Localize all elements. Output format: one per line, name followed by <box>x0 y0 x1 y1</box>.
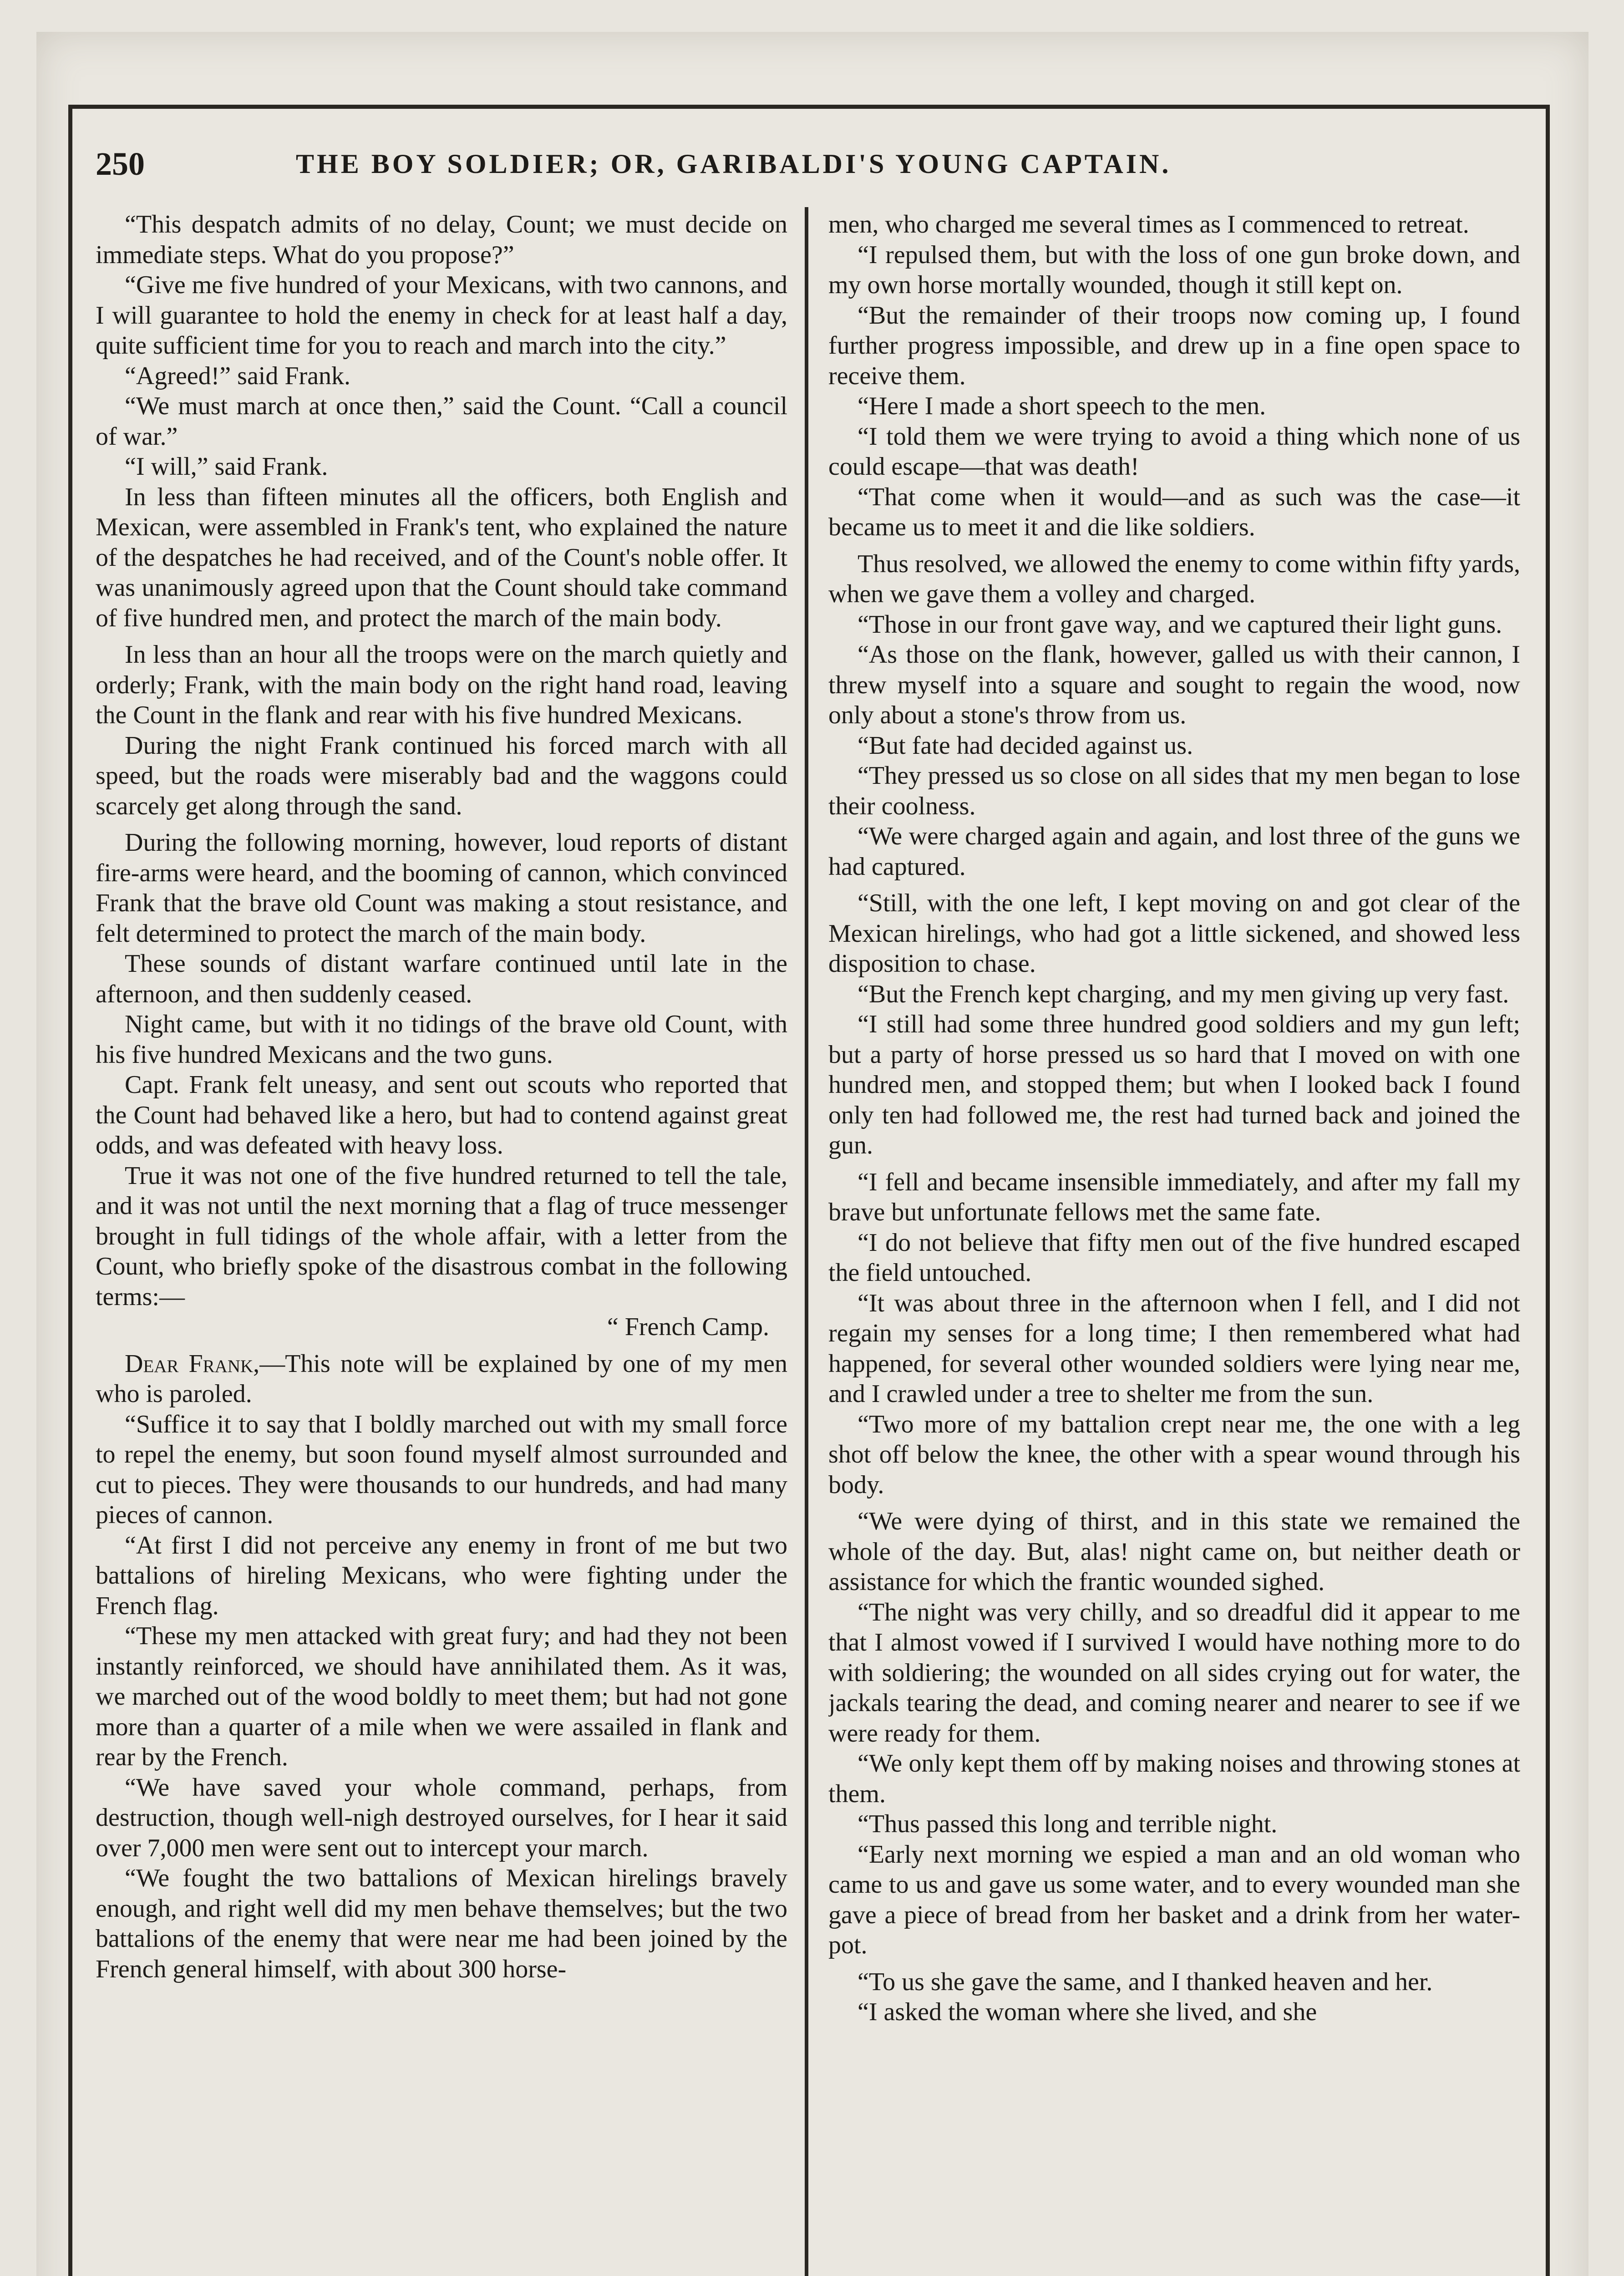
paragraph: In less than an hour all the troops were on the march quietly and orderly; Frank, with the main body on the right hand road, leaving the Count in the flank and rear with his five hundred Mexicans. <box>96 640 787 729</box>
paragraph: “Early next morning we espied a man and an old woman who came to us and gave us some water, and to every wounded man she gave a piece of bread from her basket and a drink from her water-pot. <box>828 1840 1520 1959</box>
paragraph: men, who charged me several times as I commenced to retreat. <box>828 210 1469 239</box>
paragraph: “These my men attacked with great fury; and had they not been instantly reinforced, we should have annihilated them. As it was, we marched out of the wood boldly to meet them; but had not gone more than a quarter of a mile when we were assailed in flank and rear by the French. <box>96 1622 787 1771</box>
paragraph: Capt. Frank felt uneasy, and sent out scouts who reported that the Count had behaved like a hero, but had to contend against great odds, and was defeated with heavy loss. <box>96 1071 787 1159</box>
paragraph: During the night Frank continued his forced march with all speed, but the roads were miserably bad and the waggons could scarcely get along through the sand. <box>96 731 787 820</box>
letter-opening <box>96 1349 787 1409</box>
paragraph: “We were dying of thirst, and in this state we remained the whole of the day. But, alas! night came on, but neither death or assistance for which the frantic wounded sighed. <box>828 1507 1520 1596</box>
paragraph: “Agreed!” said Frank. <box>125 361 351 390</box>
paragraph: Thus resolved, we allowed the enemy to come within fifty yards, when we gave them a volley and charged. <box>828 549 1520 608</box>
paragraph: “I asked the woman where she lived, and she <box>858 1998 1317 2026</box>
paragraph: “Thus passed this long and terrible night. <box>858 1810 1278 1838</box>
paragraph: In less than fifteen minutes all the officers, both English and Mexican, were assembled in Frank's tent, who explained the nature of the despatches he had received, and of the Count's noble offer. It was unanimously agreed upon that the Count should take command of five hundred men, and protect the march of the main body. <box>96 483 787 632</box>
paragraph: “This despatch admits of no delay, Count; we must decide on immediate steps. What do you propose?” <box>96 210 787 269</box>
paragraph: “But fate had decided against us. <box>858 731 1193 760</box>
paragraph: “At first I did not perceive any enemy in front of me but two battalions of hireling Mexicans, who were fighting under the French flag. <box>96 1531 787 1620</box>
paragraph: “Two more of my battalion crept near me, the one with a leg shot off below the knee, the other with a spear wound through his body. <box>828 1410 1520 1499</box>
paragraph: “I told them we were trying to avoid a thing which none of us could escape—that was death! <box>828 422 1520 481</box>
paragraph: “The night was very chilly, and so dreadful did it appear to me that I almost vowed if I survived I would have nothing more to do with soldiering; the wounded on all sides crying out for water, the jackals tearing the dead, and coming nearer and nearer to see if we were ready for them. <box>828 1598 1520 1748</box>
column-divider <box>805 207 808 2276</box>
paragraph: “I do not believe that fifty men out of the five hundred escaped the field untouched. <box>828 1228 1520 1287</box>
paragraph: “That come when it would—and as such was the case—it became us to meet it and die like soldiers. <box>828 483 1520 541</box>
paragraph: “But the remainder of their troops now coming up, I found further progress impossible, and drew up in a fine open space to receive them. <box>828 301 1520 390</box>
paragraph: “But the French kept charging, and my men giving up very fast. <box>858 980 1509 1008</box>
paragraph: “We only kept them off by making noises and throwing stones at them. <box>828 1749 1520 1808</box>
salutation: Dear Frank, <box>125 1349 260 1378</box>
paragraph: “I still had some three hundred good soldiers and my gun left; but a party of horse pressed us so hard that I moved on with one hundred men, and stopped them; but when I looked back I found only ten had followed me, the rest had turned back and joined the gun. <box>828 1010 1520 1159</box>
paragraph: True it was not one of the five hundred returned to tell the tale, and it was not until the next morning that a flag of truce messenger brought in full tidings of the whole affair, with a letter from the Count, who briefly spoke of the disastrous combat in the following terms:— <box>96 1161 787 1311</box>
running-title: THE BOY SOLDIER; OR, GARIBALDI'S YOUNG CAPTAIN. <box>296 149 1172 179</box>
paragraph: “To us she gave the same, and I thanked heaven and her. <box>858 1967 1433 1996</box>
paragraph: “We fought the two battalions of Mexican hirelings bravely enough, and right well did my men behave themselves; but the two battalions of the enemy that were near me had been joined by the French general himself, with about 300 horse- <box>96 1864 787 1983</box>
paragraph: “As those on the flank, however, galled us with their cannon, I threw myself into a square and sought to regain the wood, now only about a stone's throw from us. <box>828 640 1520 729</box>
paragraph: “We have saved your whole command, perhaps, from destruction, though well-nigh destroyed ourselves, for I hear it said over 7,000 men were sent out to intercept your march. <box>96 1773 787 1862</box>
page-header <box>96 137 1525 191</box>
paragraph: “They pressed us so close on all sides that my men began to lose their coolness. <box>828 762 1520 820</box>
paragraph: Night came, but with it no tidings of the brave old Count, with his five hundred Mexicans and the two guns. <box>96 1010 787 1069</box>
right-column <box>828 209 1520 2276</box>
paragraph: “Those in our front gave way, and we captured their light guns. <box>858 610 1502 639</box>
paragraph: These sounds of distant warfare continued until late in the afternoon, and then suddenly ceased. <box>96 950 787 1008</box>
paragraph: “We must march at once then,” said the Count. “Call a council of war.” <box>96 392 787 451</box>
paragraph: “Suffice it to say that I boldly marched out with my small force to repel the enemy, but soon found myself almost surrounded and cut to pieces. They were thousands to our hundreds, and had many pieces of cannon. <box>96 1410 787 1529</box>
paragraph: “Still, with the one left, I kept moving on and got clear of the Mexican hirelings, who had got a little sickened, and showed less disposition to chase. <box>828 889 1520 978</box>
paragraph: During the following morning, however, loud reports of distant fire-arms were heard, and the booming of cannon, which convinced Frank that the brave old Count was making a stout resistance, and felt determined to protect the march of the main body. <box>96 828 787 948</box>
left-column <box>96 209 787 2276</box>
paragraph: “I repulsed them, but with the loss of one gun broke down, and my own horse mortally wounded, though it still kept on. <box>828 240 1520 299</box>
paragraph: “Give me five hundred of your Mexicans, with two cannons, and I will guarantee to hold the enemy in check for at least half a day, quite sufficient time for you to reach and march into the city.” <box>96 271 787 360</box>
paragraph: “I will,” said Frank. <box>125 452 328 481</box>
paragraph: “I fell and became insensible immediately, and after my fall my brave but unfortunate fellows met the same fate. <box>828 1168 1520 1226</box>
letter-dateline: “ French Camp. <box>607 1313 769 1341</box>
paragraph: “It was about three in the afternoon when I fell, and I did not regain my senses for a long time; I then remembered what had happened, for several other wounded soldiers were lying near me, and I crawled under a tree to shelter me from the sun. <box>828 1289 1520 1408</box>
paragraph-text: —This note will be explained by one of my men who is paroled. <box>96 1349 787 1408</box>
paragraph: “We were charged again and again, and lost three of the guns we had captured. <box>828 822 1520 881</box>
page-number: 250 <box>96 146 145 182</box>
paragraph: “Here I made a short speech to the men. <box>858 392 1266 420</box>
